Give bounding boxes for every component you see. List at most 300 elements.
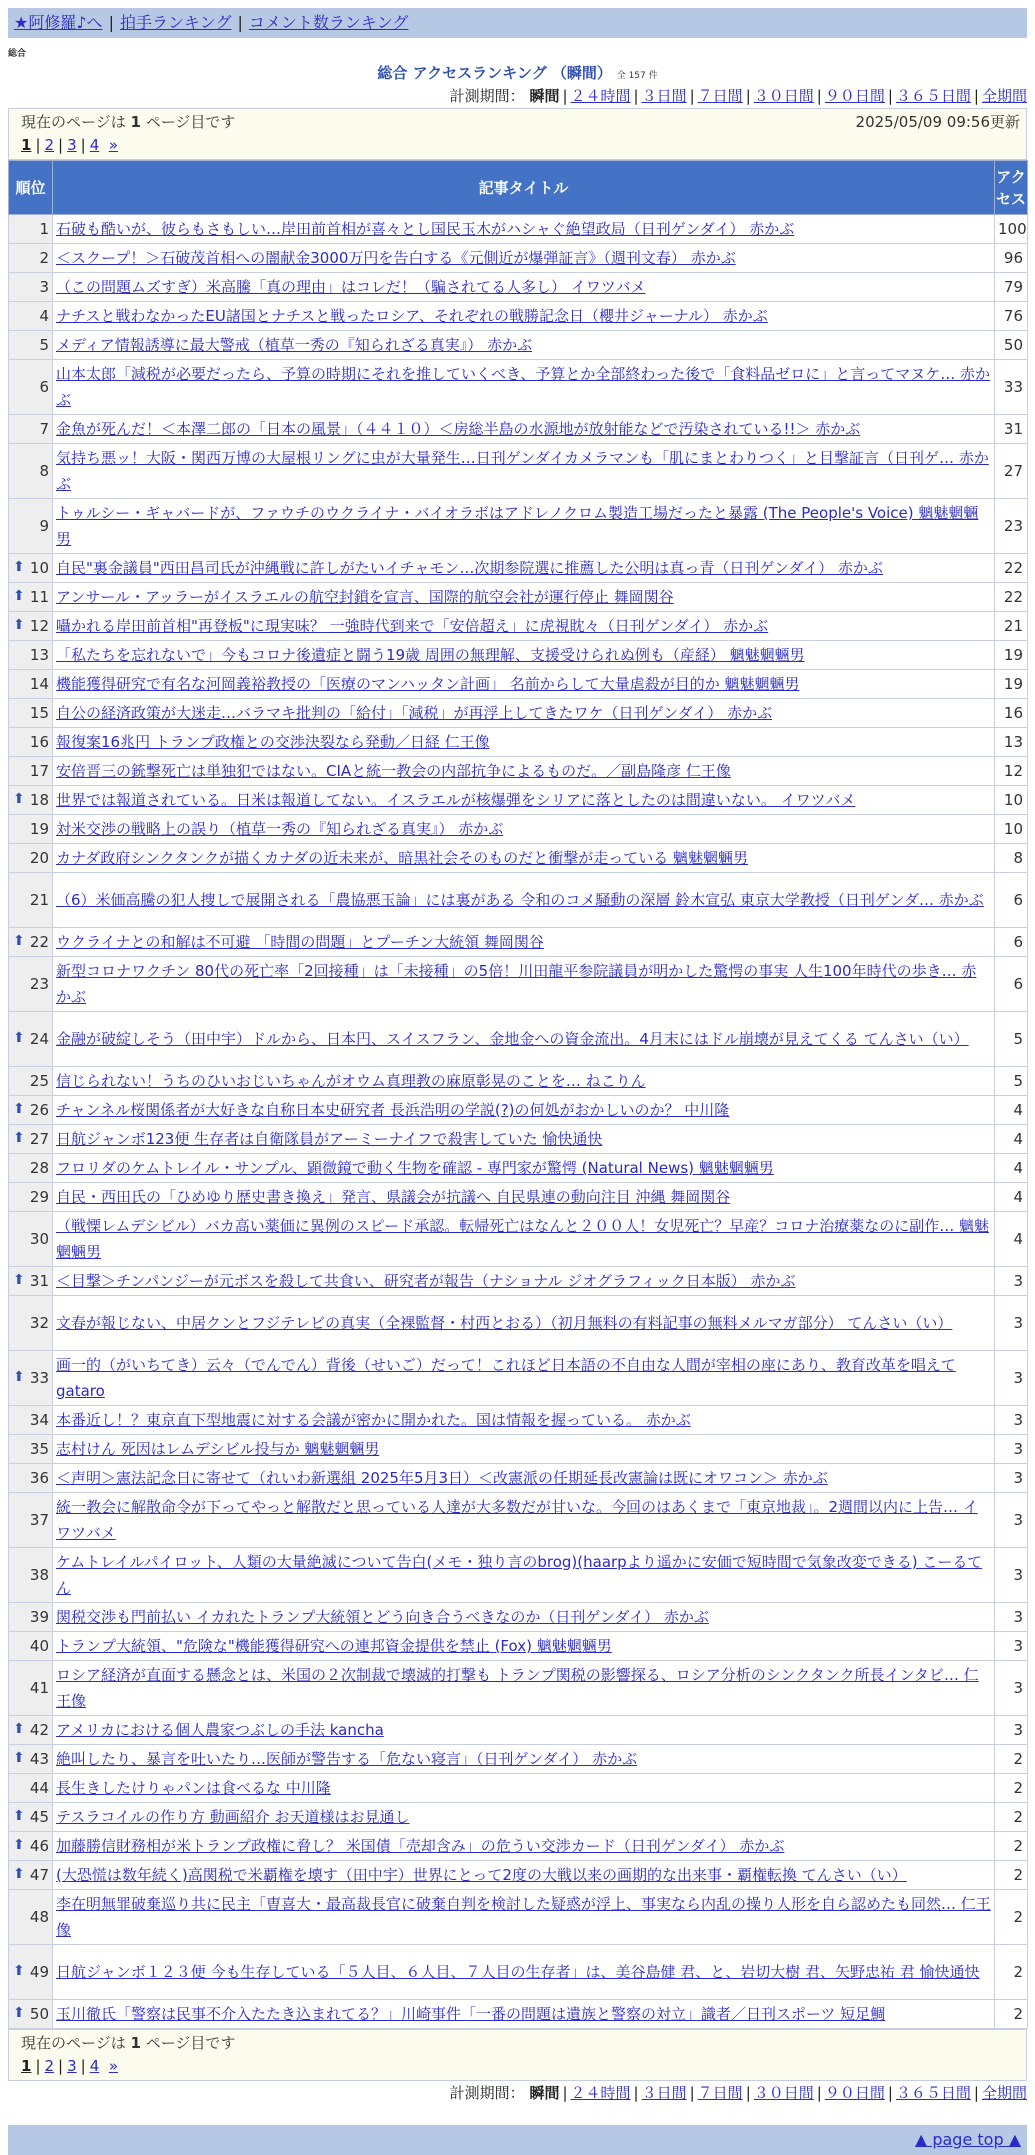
- access-count: 3: [995, 1406, 1028, 1435]
- access-count: 8: [995, 844, 1028, 873]
- article-title-link[interactable]: 囁かれる岸田前首相"再登板"に現実味？ 一強時代到来で「安倍超え」に虎視眈々（日刊ゲンダイ） 赤かぶ: [56, 617, 769, 635]
- rank-cell: [9, 331, 53, 360]
- access-count: 3: [995, 1267, 1028, 1296]
- period-label: 計測期間：: [449, 87, 525, 105]
- article-title-link[interactable]: ナチスと戦わなかったEU諸国とナチスと戦ったロシア、それぞれの戦勝記念日（櫻井ジャーナル） 赤かぶ: [56, 307, 768, 325]
- article-title-link[interactable]: 加藤勝信財務相が米トランプ政権に脅し？ 米国債「売却含み」の危うい交渉カード（日刊ゲンダイ） 赤かぶ: [56, 1837, 785, 1855]
- access-count: 2: [995, 1945, 1028, 2000]
- article-title-link[interactable]: テスラコイルの作り方 動画紹介 お天道様はお見通し: [56, 1808, 410, 1826]
- title-cell: [53, 1493, 995, 1548]
- article-title-link[interactable]: （この問題ムズすぎ）米高騰「真の理由」はコレだ！（騙されてる人多し） イワツバメ: [56, 278, 646, 296]
- access-count: 5: [995, 1012, 1028, 1067]
- article-title-link[interactable]: アンサール・アッラーがイスラエルの航空封鎖を宣言、国際的航空会社が運行停止 舞岡関谷: [56, 588, 674, 606]
- rank-number: 3: [39, 278, 49, 296]
- period-link-all[interactable]: 全期間: [981, 2084, 1027, 2102]
- rank-cell: [9, 360, 53, 415]
- title-cell: [53, 699, 995, 728]
- rank-number: 8: [39, 462, 49, 480]
- title-cell: [53, 1267, 995, 1296]
- title-cell: [53, 1012, 995, 1067]
- article-title-link[interactable]: （戦慄レムデシビル）バカ高い薬価に異例のスピード承認。転帰死亡はなんと２００人！女児死亡？早産？コロナ治療薬なのに副作… 魑魅魍魎男: [56, 1217, 989, 1261]
- title-cell: [53, 844, 995, 873]
- page-info-box-bottom: [8, 2029, 1027, 2081]
- rank-number: 29: [29, 1188, 49, 1206]
- rank-cell: [9, 641, 53, 670]
- period-link-90d[interactable]: ９０日間: [824, 87, 885, 105]
- title-cell: [53, 554, 995, 583]
- rank-cell: [9, 1212, 53, 1267]
- title-cell: [53, 1296, 995, 1351]
- table-row: [9, 928, 1028, 957]
- article-title-link[interactable]: 関税交渉も門前払い イカれたトランプ大統領とどう向き合うべきなのか（日刊ゲンダイ） 赤かぶ: [56, 1608, 709, 1626]
- table-row: [9, 786, 1028, 815]
- table-row: [9, 244, 1028, 273]
- title-cell: [53, 244, 995, 273]
- access-count: 33: [995, 360, 1028, 415]
- page-info-prefix: 現在のページは: [21, 2034, 126, 2052]
- title-cell: [53, 360, 995, 415]
- title-cell: [53, 815, 995, 844]
- table-row: [9, 499, 1028, 554]
- rank-cell: [9, 415, 53, 444]
- access-count: 2: [995, 1861, 1028, 1890]
- access-count: 31: [995, 415, 1028, 444]
- period-link-7d[interactable]: ７日間: [697, 87, 743, 105]
- rank-cell: [9, 1890, 53, 1945]
- title-cell: [53, 1351, 995, 1406]
- table-row: [9, 844, 1028, 873]
- title-cell: [53, 928, 995, 957]
- rank-cell: [9, 215, 53, 244]
- access-count: 5: [995, 1067, 1028, 1096]
- rank-number: 18: [29, 791, 49, 809]
- title-cell: [53, 415, 995, 444]
- table-row: [9, 1548, 1028, 1603]
- article-title-link[interactable]: 志村けん 死因はレムデシビル投与か 魑魅魍魎男: [56, 1440, 380, 1458]
- rank-cell: [9, 1154, 53, 1183]
- ranking-table: [8, 160, 1028, 2029]
- article-title-link[interactable]: 安倍晋三の銃撃死亡は単独犯ではない。CIAと統一教会の内部抗争によるものだ。／副島隆彦 仁王像: [56, 762, 731, 780]
- rank-cell: [9, 1632, 53, 1661]
- article-title-link[interactable]: 金魚が死んだ！＜本澤二郎の「日本の風景」（４４１０）＜房総半島の水源地が放射能などで汚染されている!!＞ 赤かぶ: [56, 420, 861, 438]
- article-title-link[interactable]: 統一教会に解散命令が下ってやっと解散だと思っている人達が大多数だが甘いな。今回のはあくまで「東京地裁」。2週間以内に上告… イワツバメ: [56, 1498, 978, 1542]
- up-arrow-icon: ⬆: [13, 791, 25, 807]
- access-count: 100: [995, 215, 1028, 244]
- table-row: [9, 957, 1028, 1012]
- rank-cell: [9, 1661, 53, 1716]
- table-row: [9, 1716, 1028, 1745]
- pager-next[interactable]: »: [108, 2057, 118, 2075]
- article-title-link[interactable]: 新型コロナワクチン 80代の死亡率「2回接種」は「未接種」の5倍！川田龍平参院議員が明かした驚愕の事実 人生100年時代の歩き… 赤かぶ: [56, 962, 977, 1006]
- title-cell: [53, 1632, 995, 1661]
- table-row: [9, 1096, 1028, 1125]
- up-arrow-icon: ⬆: [13, 1272, 25, 1288]
- access-count: 2: [995, 1745, 1028, 1774]
- article-title-link[interactable]: ＜目撃＞チンパンジーが元ボスを殺して共食い、研究者が報告（ナショナル ジオグラフィック日本版） 赤かぶ: [56, 1272, 796, 1290]
- title-cell: [53, 1406, 995, 1435]
- access-count: 96: [995, 244, 1028, 273]
- rank-cell: [9, 1493, 53, 1548]
- up-arrow-icon: ⬆: [13, 2005, 25, 2021]
- rank-number: 35: [29, 1440, 49, 1458]
- table-row: [9, 1435, 1028, 1464]
- up-arrow-icon: ⬆: [13, 1837, 25, 1853]
- rank-number: 32: [29, 1314, 49, 1332]
- title-cell: [53, 757, 995, 786]
- table-row: [9, 1406, 1028, 1435]
- access-count: 3: [995, 1603, 1028, 1632]
- period-link-24h[interactable]: ２４時間: [570, 2084, 631, 2102]
- rank-cell: [9, 1861, 53, 1890]
- article-title-link[interactable]: 日航ジャンボ１２３便 今も生存している「５人目、６人目、７人目の生存者」は、美谷島健 君、と、岩切大樹 君、矢野忠祐 君 愉快通快: [56, 1963, 980, 1981]
- table-row: [9, 873, 1028, 928]
- rank-number: 14: [29, 675, 49, 693]
- title-cell: [53, 1183, 995, 1212]
- pager-next[interactable]: »: [108, 136, 118, 154]
- rank-cell: [9, 757, 53, 786]
- rank-cell: [9, 1548, 53, 1603]
- article-title-link[interactable]: 長生きしたけりゃパンは食べるな 中川隆: [56, 1779, 331, 1797]
- rank-number: 48: [29, 1908, 49, 1926]
- article-title-link[interactable]: 日航ジャンボ123便 生存者は自衛隊員がアーミーナイフで殺害していた 愉快通快: [56, 1130, 603, 1148]
- pager-page-4[interactable]: 4: [89, 2057, 100, 2075]
- up-arrow-icon: ⬆: [13, 1866, 25, 1882]
- period-selector-top: 計測期間： 瞬間 | ２４時間 | ３日間 | ７日間 | ３０日間 | ９０日間 | ３６５日間 | 全期間: [449, 87, 1027, 105]
- column-header-access: アクセス: [995, 161, 1028, 215]
- article-title-link[interactable]: 対米交渉の戦略上の誤り（植草一秀の『知られざる真実』） 赤かぶ: [56, 820, 504, 838]
- title-cell: [53, 1832, 995, 1861]
- access-count: 3: [995, 1716, 1028, 1745]
- title-cell: [53, 1464, 995, 1493]
- period-link-90d[interactable]: ９０日間: [824, 2084, 885, 2102]
- title-cell: [53, 612, 995, 641]
- pagination: 1 | 2 | 3 | 4 »: [21, 136, 118, 154]
- access-count: 21: [995, 612, 1028, 641]
- rank-number: 20: [29, 849, 49, 867]
- rank-cell: [9, 1945, 53, 2000]
- nav-link-asyura-home[interactable]: ★阿修羅♪へ: [14, 13, 103, 32]
- article-title-link[interactable]: 金融が破綻しそう（田中宇）ドルから、日本円、スイスフラン、金地金への資金流出。4月末にはドル崩壊が見えてくる てんさい（い）: [56, 1030, 969, 1048]
- page-info-number: 1: [130, 2034, 141, 2052]
- rank-cell: [9, 1267, 53, 1296]
- title-cell: [53, 1745, 995, 1774]
- access-count: 2: [995, 2000, 1028, 2029]
- article-title-link[interactable]: 世界では報道されている。日米は報道してない。イスラエルが核爆弾をシリアに落としたのは間違いない。 イワツバメ: [56, 791, 856, 809]
- rank-number: 28: [29, 1159, 49, 1177]
- rank-number: 44: [29, 1779, 49, 1797]
- access-count: 22: [995, 583, 1028, 612]
- rank-number: 30: [29, 1230, 49, 1248]
- access-count: 79: [995, 273, 1028, 302]
- rank-number: 19: [29, 820, 49, 838]
- article-title-link[interactable]: ＜声明＞憲法記念日に寄せて（れいわ新選組 2025年5月3日）＜改憲派の任期延長改憲論は既にオワコン＞ 赤かぶ: [56, 1469, 828, 1487]
- article-title-link[interactable]: 絶叫したり、暴言を吐いたり…医師が警告する「危ない寝言」（日刊ゲンダイ） 赤かぶ: [56, 1750, 638, 1768]
- table-row: [9, 1351, 1028, 1406]
- table-row: [9, 1464, 1028, 1493]
- nav-link-comment-ranking[interactable]: コメント数ランキング: [248, 13, 409, 32]
- rank-number: 34: [29, 1411, 49, 1429]
- rank-cell: [9, 1716, 53, 1745]
- table-row: [9, 554, 1028, 583]
- rank-cell: [9, 612, 53, 641]
- pager-current-page: 1: [21, 2057, 32, 2075]
- title-cell: [53, 1661, 995, 1716]
- pager-page-3[interactable]: 3: [67, 2057, 77, 2075]
- table-row: [9, 273, 1028, 302]
- table-row: [9, 444, 1028, 499]
- page-info-prefix: 現在のページは: [21, 113, 126, 131]
- rank-cell: [9, 1832, 53, 1861]
- title-cell: [53, 1803, 995, 1832]
- title-cell: [53, 331, 995, 360]
- rank-number: 11: [29, 588, 49, 606]
- rank-cell: [9, 670, 53, 699]
- table-row: [9, 757, 1028, 786]
- article-title-link[interactable]: 「私たちを忘れないで」今もコロナ後遺症と闘う19歳 周囲の無理解、支援受けられぬ例も（産経） 魑魅魍魎男: [56, 646, 805, 664]
- period-link-30d[interactable]: ３０日間: [753, 87, 814, 105]
- access-count: 76: [995, 302, 1028, 331]
- top-nav-bar: [8, 8, 1027, 38]
- up-arrow-icon: ⬆: [13, 588, 25, 604]
- rank-number: 25: [29, 1072, 49, 1090]
- article-title-link[interactable]: トランプ大統領、"危険な"機能獲得研究への連邦資金提供を禁止 (Fox) 魑魅魍魎男: [56, 1637, 612, 1655]
- rank-cell: [9, 786, 53, 815]
- rank-number: 4: [39, 307, 49, 325]
- rank-cell: [9, 444, 53, 499]
- rank-number: 13: [29, 646, 49, 664]
- article-title-link[interactable]: 文春が報じない、中居クンとフジテレビの真実（全裸監督・村西とおる）（初月無料の有料記事の無料メルマガ部分） てんさい（い）: [56, 1314, 953, 1332]
- rank-number: 42: [29, 1721, 49, 1739]
- access-count: 3: [995, 1296, 1028, 1351]
- article-title-link[interactable]: ケムトレイルパイロット、人類の大量絶滅について告白(メモ・独り言のbrog)(haarpより遥かに安価で短時間で気象改変できる) こーるてん: [56, 1553, 983, 1597]
- article-title-link[interactable]: 報復案16兆円 トランプ政権との交渉決裂なら発動／日経 仁王像: [56, 733, 490, 751]
- title-cell: [53, 1861, 995, 1890]
- article-title-link[interactable]: 自公の経済政策が大迷走…バラマキ批判の「給付」「減税」が再浮上してきたワケ（日刊ゲンダイ） 赤かぶ: [56, 704, 773, 722]
- access-count: 6: [995, 873, 1028, 928]
- access-count: 19: [995, 641, 1028, 670]
- article-title-link[interactable]: ウクライナとの和解は不可避 「時間の問題」とプーチン大統領 舞岡関谷: [56, 933, 544, 951]
- title-cell: [53, 641, 995, 670]
- article-title-link[interactable]: (大恐慌は数年続く)高関税で米覇権を壊す（田中宇）世界にとって2度の大戦以来の画期的な出来事・覇権転換 てんさい（い）: [56, 1866, 907, 1884]
- title-cell: [53, 2000, 995, 2029]
- rank-number: 39: [29, 1608, 49, 1626]
- period-link-30d[interactable]: ３０日間: [753, 2084, 814, 2102]
- article-title-link[interactable]: 自民・西田氏の「ひめゆり歴史書き換え」発言、県議会が抗議へ 自民県連の動向注目 沖縄 舞岡関谷: [56, 1188, 731, 1206]
- title-cell: [53, 1067, 995, 1096]
- access-count: 6: [995, 957, 1028, 1012]
- title-cell: [53, 1945, 995, 2000]
- rank-number: 36: [29, 1469, 49, 1487]
- up-arrow-icon: ⬆: [13, 1808, 25, 1824]
- access-count: 4: [995, 1183, 1028, 1212]
- access-count: 2: [995, 1774, 1028, 1803]
- access-count: 3: [995, 1435, 1028, 1464]
- ranking-heading: [0, 62, 1035, 84]
- table-row: [9, 1861, 1028, 1890]
- access-count: 10: [995, 815, 1028, 844]
- title-cell: [53, 273, 995, 302]
- rank-cell: [9, 1096, 53, 1125]
- pager-page-4[interactable]: 4: [89, 136, 100, 154]
- period-link-365d[interactable]: ３６５日間: [895, 87, 971, 105]
- rank-cell: [9, 1183, 53, 1212]
- article-title-link[interactable]: トゥルシー・ギャバードが、ファウチのウクライナ・バイオラボはアドレノクロム製造工場だったと暴露 (The People's Voice) 魑魅魍魎男: [56, 504, 979, 548]
- period-current: 瞬間: [529, 2084, 560, 2102]
- article-title-link[interactable]: メディア情報誘導に最大警戒（植草一秀の『知られざる真実』） 赤かぶ: [56, 336, 533, 354]
- up-arrow-icon: ⬆: [13, 1750, 25, 1766]
- table-row: [9, 1774, 1028, 1803]
- rank-cell: [9, 728, 53, 757]
- access-count: 3: [995, 1632, 1028, 1661]
- article-title-link[interactable]: 機能獲得研究で有名な河岡義裕教授の「医療のマンハッタン計画」 名前からして大量虐殺が目的か 魑魅魍魎男: [56, 675, 800, 693]
- pager-page-2[interactable]: 2: [44, 136, 55, 154]
- rank-cell: [9, 273, 53, 302]
- access-count: 50: [995, 331, 1028, 360]
- rank-cell: [9, 1464, 53, 1493]
- rank-cell: [9, 1745, 53, 1774]
- access-count: 27: [995, 444, 1028, 499]
- rank-cell: [9, 1774, 53, 1803]
- up-arrow-icon: ⬆: [13, 1369, 25, 1385]
- rank-number: 46: [29, 1837, 49, 1855]
- article-title-link[interactable]: カナダ政府シンクタンクが描くカナダの近未来が、暗黒社会そのものだと衝撃が走っている 魑魅魍魎男: [56, 849, 748, 867]
- article-title-link[interactable]: ロシア経済が直面する懸念とは、米国の２次制裁で壊滅的打撃も トランプ関税の影響探る、ロシア分析のシンクタンク所長インタビ… 仁王像: [56, 1666, 979, 1710]
- period-link-365d[interactable]: ３６５日間: [895, 2084, 971, 2102]
- rank-cell: [9, 699, 53, 728]
- nav-separator: |: [237, 13, 243, 32]
- rank-number: 2: [39, 249, 49, 267]
- ranking-table-body: [9, 215, 1028, 2029]
- table-row: [9, 1493, 1028, 1548]
- rank-cell: [9, 957, 53, 1012]
- rank-cell: [9, 1435, 53, 1464]
- access-count: 3: [995, 1351, 1028, 1406]
- rank-cell: [9, 844, 53, 873]
- table-row: [9, 1803, 1028, 1832]
- rank-number: 26: [29, 1101, 49, 1119]
- article-title-link[interactable]: 画一的（がいちてき）云々（でんでん）背後（せいご）だって！これほど日本語の不自由な人間が宰相の座にあり、教育改革を唱えて gataro: [56, 1356, 956, 1400]
- rank-number: 41: [29, 1679, 49, 1697]
- total-count: 全 157 件: [616, 71, 658, 81]
- article-title-link[interactable]: ＜スクープ！＞石破茂首相への闇献金3000万円を告白する《元側近が爆弾証言》（週刊文春） 赤かぶ: [56, 249, 736, 267]
- title-cell: [53, 1603, 995, 1632]
- title-cell: [53, 670, 995, 699]
- rank-number: 27: [29, 1130, 49, 1148]
- table-row: [9, 1183, 1028, 1212]
- column-header-title: 記事タイトル: [53, 161, 995, 215]
- title-cell: [53, 1096, 995, 1125]
- rank-cell: [9, 302, 53, 331]
- period-link-7d[interactable]: ７日間: [697, 2084, 743, 2102]
- rank-cell: [9, 1803, 53, 1832]
- title-cell: [53, 786, 995, 815]
- rank-number: 16: [29, 733, 49, 751]
- pager-page-2[interactable]: 2: [44, 2057, 55, 2075]
- table-row: [9, 1267, 1028, 1296]
- rank-cell: [9, 2000, 53, 2029]
- up-arrow-icon: ⬆: [13, 1030, 25, 1046]
- page-title: 総合 アクセスランキング （瞬間）: [377, 64, 612, 82]
- up-arrow-icon: ⬆: [13, 1963, 25, 1979]
- rank-cell: [9, 873, 53, 928]
- rank-number: 6: [39, 378, 49, 396]
- period-link-3d[interactable]: ３日間: [641, 2084, 687, 2102]
- up-arrow-icon: ⬆: [13, 559, 25, 575]
- title-cell: [53, 215, 995, 244]
- article-title-link[interactable]: 玉川徹氏「警察は民事不介入たたき込まれてる？」川崎事件「一番の問題は遺族と警察の対立」識者／日刊スポーツ 短足鯛: [56, 2005, 886, 2023]
- table-row: [9, 2000, 1028, 2029]
- rank-number: 43: [29, 1750, 49, 1768]
- nav-separator: |: [108, 13, 114, 32]
- rank-number: 24: [29, 1030, 49, 1048]
- pagination-bottom: 1 | 2 | 3 | 4 »: [21, 2057, 118, 2075]
- nav-link-applause-ranking[interactable]: 拍手ランキング: [119, 13, 232, 32]
- article-title-link[interactable]: チャンネル桜関係者が大好きな自称日本史研究者 長浜浩明の学説(?)の何処がおかしいのか？ 中川隆: [56, 1101, 730, 1119]
- category-label: 総合: [8, 49, 27, 59]
- article-title-link[interactable]: （6）米価高騰の犯人捜しで展開される「農協悪玉論」には裏がある 令和のコメ騒動の深層 鈴木宣弘 東京大学教授（日刊ゲンダ… 赤かぶ: [56, 891, 984, 909]
- table-row: [9, 670, 1028, 699]
- table-row: [9, 1296, 1028, 1351]
- pager-current-page: 1: [21, 136, 32, 154]
- rank-number: 47: [29, 1866, 49, 1884]
- page-top-link[interactable]: ▲ page top ▲: [914, 2130, 1021, 2149]
- period-link-24h[interactable]: ２４時間: [570, 87, 631, 105]
- table-row: [9, 215, 1028, 244]
- page-info-number: 1: [130, 113, 141, 131]
- period-link-all[interactable]: 全期間: [981, 87, 1027, 105]
- title-cell: [53, 1435, 995, 1464]
- article-title-link[interactable]: 石破も酷いが、彼らもさもしい…岸田前首相が喜々とし国民玉木がハシャぐ絶望政局（日刊ゲンダイ） 赤かぶ: [56, 220, 795, 238]
- table-row: [9, 1154, 1028, 1183]
- period-link-3d[interactable]: ３日間: [641, 87, 687, 105]
- table-row: [9, 728, 1028, 757]
- article-title-link[interactable]: 本番近し！？東京直下型地震に対する会議が密かに開かれた。国は情報を握っている。 赤かぶ: [56, 1411, 691, 1429]
- column-header-rank: 順位: [9, 161, 53, 215]
- bottom-bar: [8, 2125, 1027, 2155]
- access-count: 23: [995, 499, 1028, 554]
- page-info-bottom: [21, 2032, 1014, 2054]
- article-title-link[interactable]: フロリダのケムトレイル・サンプル、顕微鏡で動く生物を確認 - 専門家が驚愕 (Natural News) 魑魅魍魎男: [56, 1159, 774, 1177]
- table-row: [9, 415, 1028, 444]
- article-title-link[interactable]: 信じられない！うちのひいおじいちゃんがオウム真理教の麻原彰晃のことを… ねこりん: [56, 1072, 646, 1090]
- title-cell: [53, 873, 995, 928]
- article-title-link[interactable]: 気持ち悪ッ！大阪・関西万博の大屋根リングに虫が大量発生…日刊ゲンダイカメラマンも「肌にまとわりつく」と目撃証言（日刊ゲ… 赤かぶ: [56, 449, 989, 493]
- rank-number: 22: [29, 933, 49, 951]
- rank-number: 49: [29, 1963, 49, 1981]
- access-count: 19: [995, 670, 1028, 699]
- article-title-link[interactable]: アメリカにおける個人農家つぶしの手法 kancha: [56, 1721, 384, 1739]
- title-cell: [53, 583, 995, 612]
- rank-cell: [9, 1296, 53, 1351]
- access-count: 3: [995, 1661, 1028, 1716]
- rank-number: 9: [39, 517, 49, 535]
- table-row: [9, 1125, 1028, 1154]
- rank-number: 40: [29, 1637, 49, 1655]
- article-title-link[interactable]: 山本太郎「減税が必要だったら、予算の時期にそれを推していくべき、予算とか全部終わった後で「食料品ゼロに」と言ってマヌケ… 赤かぶ: [56, 365, 991, 409]
- pager-page-3[interactable]: 3: [67, 136, 77, 154]
- article-title-link[interactable]: 李在明無罪破棄巡り共に民主「曺喜大・最高裁長官に破棄自判を検討した疑惑が浮上、事実なら内乱の操り人形を自ら認めたも同然… 仁王像: [56, 1895, 991, 1939]
- table-row: [9, 1632, 1028, 1661]
- title-cell: [53, 302, 995, 331]
- table-row: [9, 360, 1028, 415]
- access-count: 3: [995, 1464, 1028, 1493]
- article-title-link[interactable]: 自民"裏金議員"西田昌司氏が沖縄戦に許しがたいイチャモン…次期参院選に推薦した公明は真っ青（日刊ゲンダイ） 赤かぶ: [56, 559, 883, 577]
- rank-number: 12: [29, 617, 49, 635]
- access-count: 22: [995, 554, 1028, 583]
- rank-number: 5: [39, 336, 49, 354]
- rank-number: 45: [29, 1808, 49, 1826]
- access-count: 10: [995, 786, 1028, 815]
